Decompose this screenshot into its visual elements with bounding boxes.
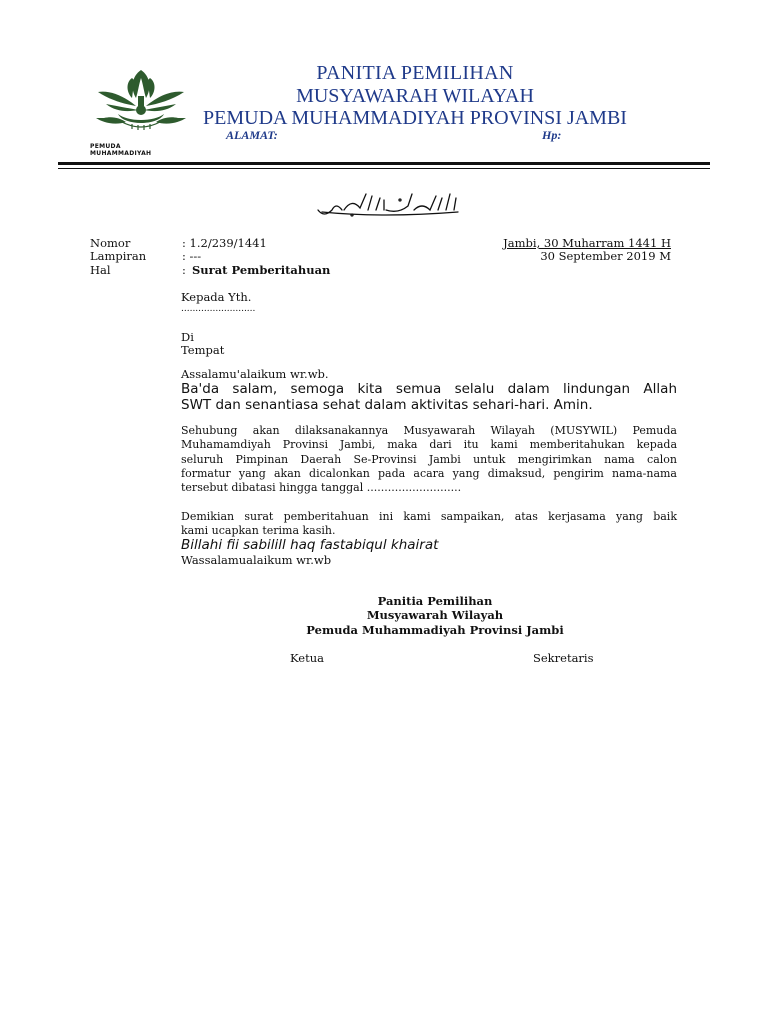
salam: Assalamu'alaikum wr.wb. bbox=[181, 367, 329, 381]
paragraph-2 bbox=[181, 510, 677, 539]
signature-line-1: Panitia Pemilihan bbox=[377, 594, 493, 608]
logo-caption bbox=[90, 143, 151, 157]
address-label: ALAMAT: bbox=[226, 128, 278, 142]
paragraph-1-line: Muhamamdiyah Provinsi Jambi, maka dari itu kami memberitahukan kepada bbox=[181, 438, 677, 452]
letterhead-divider-thin bbox=[58, 168, 710, 169]
letterhead-title-line-3: PEMUDA MUHAMMADIYAH PROVINSI JAMBI bbox=[203, 107, 627, 129]
letterhead-title-line-1: PANITIA PEMILIHAN bbox=[316, 62, 514, 84]
closing: Wassalamualaikum wr.wb bbox=[181, 553, 332, 567]
hal-value: Surat Pemberitahuan bbox=[192, 263, 331, 277]
letterhead-divider-thick bbox=[58, 162, 710, 165]
opening-line-2: SWT dan senantiasa sehat dalam aktivitas sehari-hari. Amin. bbox=[181, 397, 593, 413]
logo-caption-line-1: PEMUDA bbox=[90, 143, 121, 150]
opening-line-1: Ba'da salam, semoga kita semua selalu dalam lindungan Allah bbox=[181, 381, 677, 397]
lampiran-label: Lampiran bbox=[90, 249, 147, 263]
hal-colon: : bbox=[182, 263, 186, 277]
lampiran-value: : --- bbox=[182, 249, 202, 263]
paragraph-1-line: seluruh Pimpinan Daerah Se-Provinsi Jambi untuk mengirimkan nama calon bbox=[181, 452, 677, 466]
recipient-to: Kepada Yth. bbox=[181, 290, 252, 304]
logo-caption-line-2: MUHAMMADIYAH bbox=[90, 150, 152, 157]
nomor-value: : 1.2/239/1441 bbox=[182, 236, 267, 250]
nomor-label: Nomor bbox=[90, 236, 131, 250]
recipient-tempat: Tempat bbox=[181, 343, 225, 357]
opening-paragraph bbox=[181, 381, 677, 413]
paragraph-2-line: Demikian surat pemberitahuan ini kami sampaikan, atas kerjasama yang baik bbox=[181, 510, 677, 523]
signature-line-2: Musyawarah Wilayah bbox=[366, 608, 504, 622]
letterhead-title-line-2: MUSYAWARAH WILAYAH bbox=[296, 85, 534, 107]
paragraph-1-line: tersebut dibatasi hingga tanggal ........................... bbox=[181, 481, 462, 495]
phone-label: Hp: bbox=[542, 128, 562, 142]
date-hijri: Jambi, 30 Muharram 1441 H bbox=[503, 236, 671, 250]
paragraph-2-line: kami ucapkan terima kasih. bbox=[181, 524, 336, 538]
basmalah-calligraphy-icon bbox=[312, 188, 462, 220]
motto: Billahi fii sabilill haq fastabiqul khairat bbox=[181, 537, 439, 553]
hal-label: Hal bbox=[90, 263, 111, 277]
ketua-label: Ketua bbox=[290, 651, 324, 665]
paragraph-1-line: Sehubung akan dilaksanakannya Musyawarah Wilayah (MUSYWIL) Pemuda bbox=[181, 424, 677, 437]
paragraph-1-line: formatur yang akan dicalonkan pada acara yang dimaksud, pengirim nama-nama bbox=[181, 466, 677, 480]
basmalah-calligraphy bbox=[312, 188, 462, 220]
paragraph-1 bbox=[181, 424, 677, 495]
recipient-dots: .......................... bbox=[181, 304, 256, 314]
signature-line-3: Pemuda Muhammadiyah Provinsi Jambi bbox=[306, 623, 564, 637]
recipient-di: Di bbox=[181, 330, 194, 344]
date-masehi: 30 September 2019 M bbox=[540, 249, 671, 263]
sekretaris-label: Sekretaris bbox=[533, 651, 594, 665]
